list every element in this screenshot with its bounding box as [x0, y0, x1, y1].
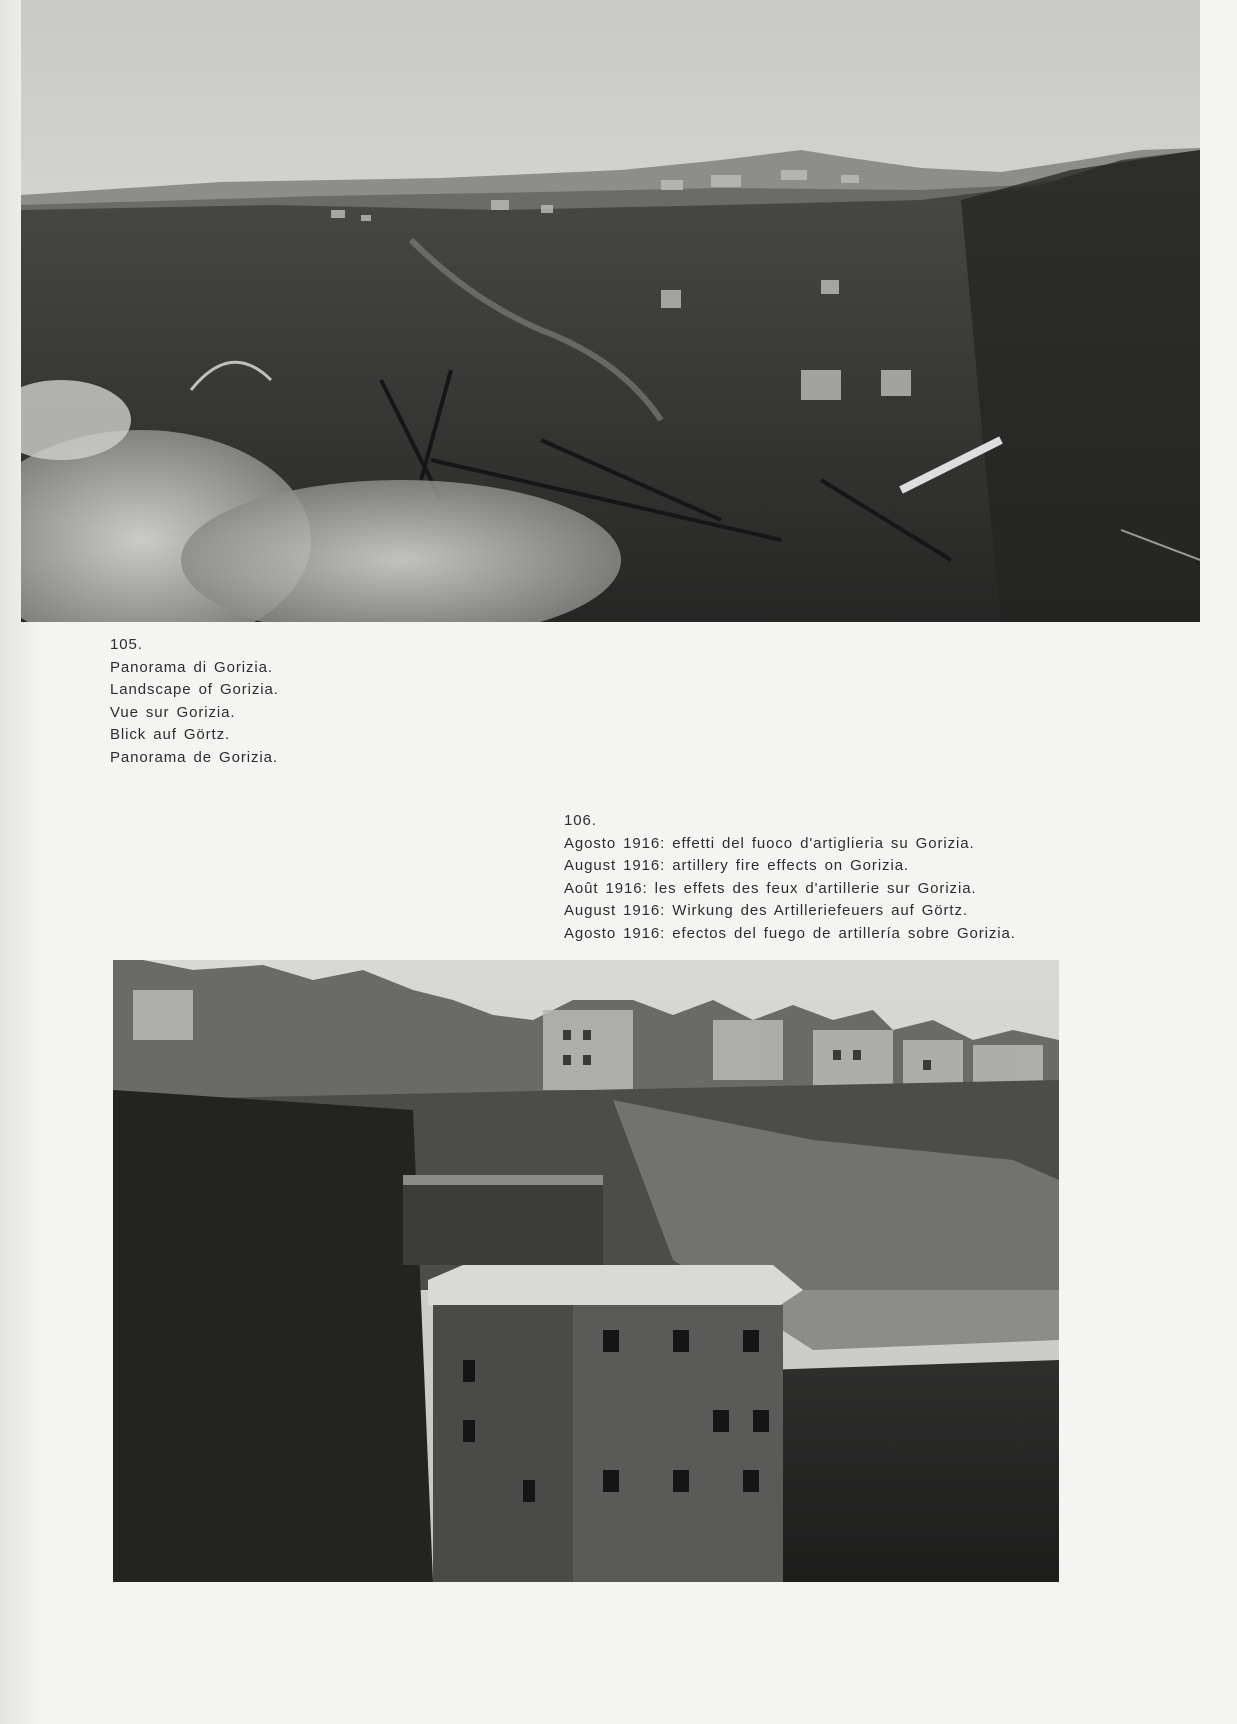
caption-line-german: August 1916: Wirkung des Artilleriefeuers auf Görtz.	[564, 902, 968, 919]
figure-number: 106.	[564, 812, 597, 829]
caption-line-italian: Panorama di Gorizia.	[110, 658, 273, 676]
caption-line-french: Vue sur Gorizia.	[110, 703, 236, 721]
photo-artillery-damage-gorizia	[113, 960, 1059, 1582]
caption-figure-106	[564, 810, 1016, 945]
caption-line-english: August 1916: artillery fire effects on Gorizia.	[564, 857, 909, 874]
photo-panorama-gorizia	[21, 0, 1200, 622]
caption-line-english: Landscape of Gorizia.	[110, 681, 279, 698]
figure-number: 105.	[110, 636, 143, 653]
caption-line-french: Août 1916: les effets des feux d'artillerie sur Gorizia.	[564, 879, 977, 897]
caption-line-italian: Agosto 1916: effetti del fuoco d'artiglieria su Gorizia.	[564, 834, 975, 852]
caption-line-spanish: Panorama de Gorizia.	[110, 748, 278, 766]
caption-figure-105	[110, 634, 279, 769]
caption-line-spanish: Agosto 1916: efectos del fuego de artillería sobre Gorizia.	[564, 924, 1016, 942]
caption-line-german: Blick auf Görtz.	[110, 726, 231, 743]
